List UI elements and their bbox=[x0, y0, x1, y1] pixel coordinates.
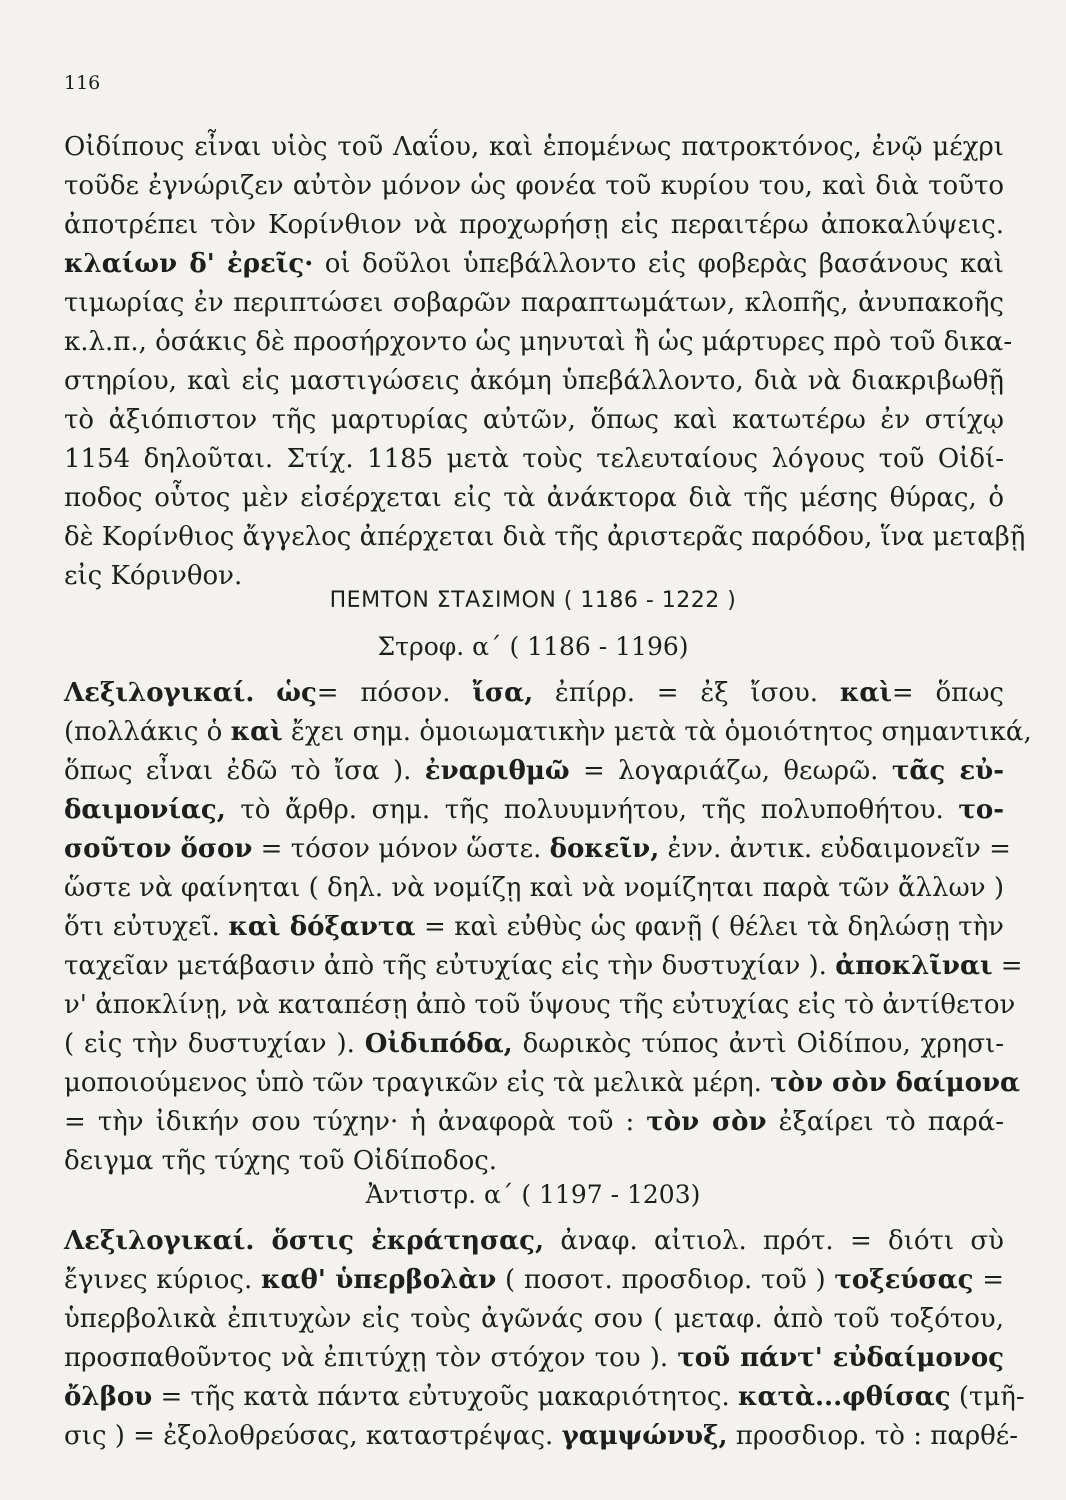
gloss: = λογαριάζω, θεωρῶ. bbox=[569, 756, 892, 786]
text-line bbox=[64, 1222, 1004, 1261]
gloss: ἔγινες κύριος. bbox=[64, 1265, 261, 1295]
lemma: καὶ bbox=[230, 717, 283, 747]
lemma: γαμψώνυξ, bbox=[561, 1421, 728, 1451]
gloss: = bbox=[973, 1265, 1004, 1295]
gloss: ὅτι εὐτυχεῖ. bbox=[64, 912, 229, 942]
gloss: = ὅπως bbox=[891, 678, 1004, 708]
lemma: καὶ bbox=[839, 678, 892, 708]
gloss: ἐνν. ἀντικ. εὐδαιμονεῖν = bbox=[659, 834, 1011, 864]
text-line bbox=[64, 1064, 1021, 1103]
gloss: = τὴν ἰδικήν σου τύχην· ἡ ἀναφορὰ τοῦ : bbox=[64, 1107, 647, 1137]
gloss: προσπαθοῦντος νὰ ἐπιτύχῃ τὸν στόχον του ). bbox=[64, 1343, 678, 1373]
gloss: ἐξαίρει τὸ παρά- bbox=[766, 1107, 1004, 1137]
lemma: Λεξιλογικαί. bbox=[64, 678, 255, 708]
lemma: Οἰδιπόδα, bbox=[364, 1029, 513, 1059]
lemma: καθ' ὑπερβολὰν bbox=[260, 1265, 497, 1295]
text-line bbox=[64, 986, 1016, 1025]
text-line: τιμωρίας ἐν περιπτώσει σοβαρῶν παραπτωμάτων, κλοπῆς, ἀνυπακοῆς bbox=[64, 288, 1004, 318]
paragraph-vocabulary-antistrophe bbox=[64, 1222, 1025, 1456]
lemma: τὸν σὸν bbox=[646, 1107, 767, 1137]
lemma: τᾶς εὐ- bbox=[891, 756, 1004, 786]
text-line bbox=[64, 869, 1004, 908]
text-line: τοῦδε ἐγνώριζεν αὐτὸν μόνον ὡς φονέα τοῦ κυρίου του, καὶ διὰ τοῦτο bbox=[64, 171, 1004, 201]
section-title: ΠΕΜΤΟΝ ΣΤΑΣΙΜΟΝ ( 1186 - 1222 ) bbox=[329, 588, 737, 613]
lemma: τοῦ πάντ' εὐδαίμονος bbox=[677, 1343, 1004, 1373]
page-number: 116 bbox=[64, 72, 101, 94]
gloss: = τόσον μόνον ὥστε. bbox=[252, 834, 550, 864]
text-line: κ.λ.π., ὁσάκις δὲ προσήρχοντο ὡς μηνυταὶ ἢ ὡς μάρτυρες πρὸ τοῦ δικα- bbox=[64, 327, 1013, 357]
strophe-title: Στροφ. α΄ ( 1186 - 1196) bbox=[377, 632, 689, 661]
text-line bbox=[64, 245, 1004, 284]
text-line bbox=[64, 674, 1004, 713]
text-line bbox=[64, 1417, 1019, 1456]
text-line bbox=[64, 1103, 1004, 1142]
text-line bbox=[64, 1025, 1004, 1064]
lemma: ἐναριθμῶ bbox=[424, 756, 570, 786]
lemma: κλαίων δ' ἐρεῖς· bbox=[64, 249, 314, 279]
text-line: στηρίου, καὶ εἰς μαστιγώσεις ἀκόμη ὑπεβάλλοντο, διὰ νὰ διακριβωθῇ bbox=[64, 366, 1004, 396]
text-line: δὲ Κορίνθιος ἄγγελος ἀπέρχεται διὰ τῆς ἀριστερᾶς παρόδου, ἵνα μεταβῇ bbox=[64, 522, 1026, 552]
gloss: (πολλάκις ὁ bbox=[64, 717, 231, 747]
lemma: δοκεῖν, bbox=[549, 834, 660, 864]
gloss bbox=[254, 678, 276, 708]
gloss: ὥστε νὰ φαίνηται ( δηλ. νὰ νομίζῃ καὶ νὰ νομίζηται παρὰ τῶν ἄλλων ) bbox=[64, 873, 1004, 903]
lemma: σοῦτον ὅσον bbox=[64, 834, 253, 864]
text-line: Οἰδίπους εἶναι υἱὸς τοῦ Λαΐου, καὶ ἑπομένως πατροκτόνος, ἐνῷ μέχρι bbox=[64, 132, 1004, 162]
text-line bbox=[64, 1261, 1004, 1300]
lemma: καὶ δόξαντα bbox=[228, 912, 416, 942]
lemma: ὄλβου bbox=[64, 1382, 153, 1412]
text-line bbox=[64, 713, 1032, 752]
lemma: ὅστις ἐκράτησας, bbox=[271, 1226, 545, 1256]
text-line: τὸ ἀξιόπιστον τῆς μαρτυρίας αὐτῶν, ὅπως καὶ κατωτέρω ἐν στίχῳ bbox=[64, 405, 1004, 435]
gloss: = bbox=[992, 951, 1023, 981]
text-line: ἀποτρέπει τὸν Κορίνθιον νὰ προχωρήσῃ εἰς περαιτέρω ἀποκαλύψεις. bbox=[64, 210, 1004, 240]
gloss: ἀναφ. αἰτιολ. πρότ. = διότι σὺ bbox=[544, 1226, 1004, 1256]
lemma: ἴσα, bbox=[472, 678, 534, 708]
text-line bbox=[64, 1378, 1025, 1417]
paragraph-commentary-1 bbox=[64, 128, 1026, 596]
text-line bbox=[64, 752, 1004, 791]
gloss: προσδιορ. τὸ : παρθέ- bbox=[727, 1421, 1019, 1451]
text-line bbox=[64, 1339, 1004, 1378]
lemma: τὸν σὸν δαίμονα bbox=[770, 1068, 1021, 1098]
text-line bbox=[64, 947, 1023, 986]
gloss: ἐπίρρ. = ἐξ ἴσου. bbox=[533, 678, 840, 708]
gloss: σις ) = ἐξολοθρεύσας, καταστρέψας. bbox=[64, 1421, 562, 1451]
gloss: (τμῆ- bbox=[950, 1382, 1025, 1412]
lemma: δαιμονίας, bbox=[64, 795, 226, 825]
gloss: ἔχει σημ. ὁμοιωματικὴν μετὰ τὰ ὁμοιότητος σημαντικά, bbox=[282, 717, 1032, 747]
text-line bbox=[64, 1142, 1004, 1181]
text-line bbox=[64, 908, 1004, 947]
gloss: ( ποσοτ. προσδιορ. τοῦ ) bbox=[496, 1265, 835, 1295]
paragraph-vocabulary-strophe bbox=[64, 674, 1032, 1181]
gloss: ν' ἀποκλίνῃ, νὰ καταπέσῃ ἀπὸ τοῦ ὕψους τῆς εὐτυχίας εἰς τὸ ἀντίθετον bbox=[64, 990, 1016, 1020]
lemma: ὡς bbox=[276, 678, 317, 708]
lemma: Λεξιλογικαί. bbox=[64, 1226, 272, 1256]
text-line: ποδος οὗτος μὲν εἰσέρχεται εἰς τὰ ἀνάκτορα διὰ τῆς μέσης θύρας, ὁ bbox=[64, 483, 1004, 513]
antistrophe-title: Ἀντιστρ. α΄ ( 1197 - 1203) bbox=[365, 1180, 701, 1209]
text-line bbox=[64, 791, 1004, 830]
lemma: το- bbox=[958, 795, 1004, 825]
lemma: ἀποκλῖναι bbox=[835, 951, 993, 981]
lemma: τοξεύσας bbox=[834, 1265, 974, 1295]
gloss: ὅπως εἶναι ἐδῶ τὸ ἴσα ). bbox=[64, 756, 425, 786]
gloss: τὸ ἄρθρ. σημ. τῆς πολυυμνήτου, τῆς πολυποθήτου. bbox=[225, 795, 959, 825]
gloss: ( εἰς τὴν δυστυχίαν ). bbox=[64, 1029, 365, 1059]
gloss: = τῆς κατὰ πάντα εὐτυχοῦς μακαριότητος. bbox=[152, 1382, 738, 1412]
gloss: = πόσον. bbox=[316, 678, 473, 708]
gloss: δωρικὸς τύπος ἀντὶ Οἰδίπου, χρησι- bbox=[512, 1029, 1004, 1059]
gloss: ὑπερβολικὰ ἐπιτυχὼν εἰς τοὺς ἀγῶνάς σου ( μεταφ. ἀπὸ τοῦ τοξότου, bbox=[64, 1304, 1004, 1334]
gloss: = καὶ εὐθὺς ὡς φανῇ ( θέλει τὰ δηλώσῃ τὴν bbox=[415, 912, 1004, 942]
text-line bbox=[64, 1300, 1004, 1339]
gloss: μοποιούμενος ὑπὸ τῶν τραγικῶν εἰς τὰ μελικὰ μέρη. bbox=[64, 1068, 771, 1098]
gloss: ταχεῖαν μετάβασιν ἀπὸ τῆς εὐτυχίας εἰς τὴν δυστυχίαν ). bbox=[64, 951, 836, 981]
text-line bbox=[64, 830, 1011, 869]
text-line: εἰς Κόρινθον. bbox=[64, 561, 243, 591]
gloss: οἱ δοῦλοι ὑπεβάλλοντο εἰς φοβερὰς βασάνους καὶ bbox=[313, 249, 1004, 279]
gloss: δειγμα τῆς τύχης τοῦ Οἰδίποδος. bbox=[64, 1146, 498, 1176]
text-line: 1154 δηλοῦται. Στίχ. 1185 μετὰ τοὺς τελευταίους λόγους τοῦ Οἰδί- bbox=[64, 444, 1004, 474]
lemma: κατὰ...φθίσας bbox=[738, 1382, 951, 1412]
